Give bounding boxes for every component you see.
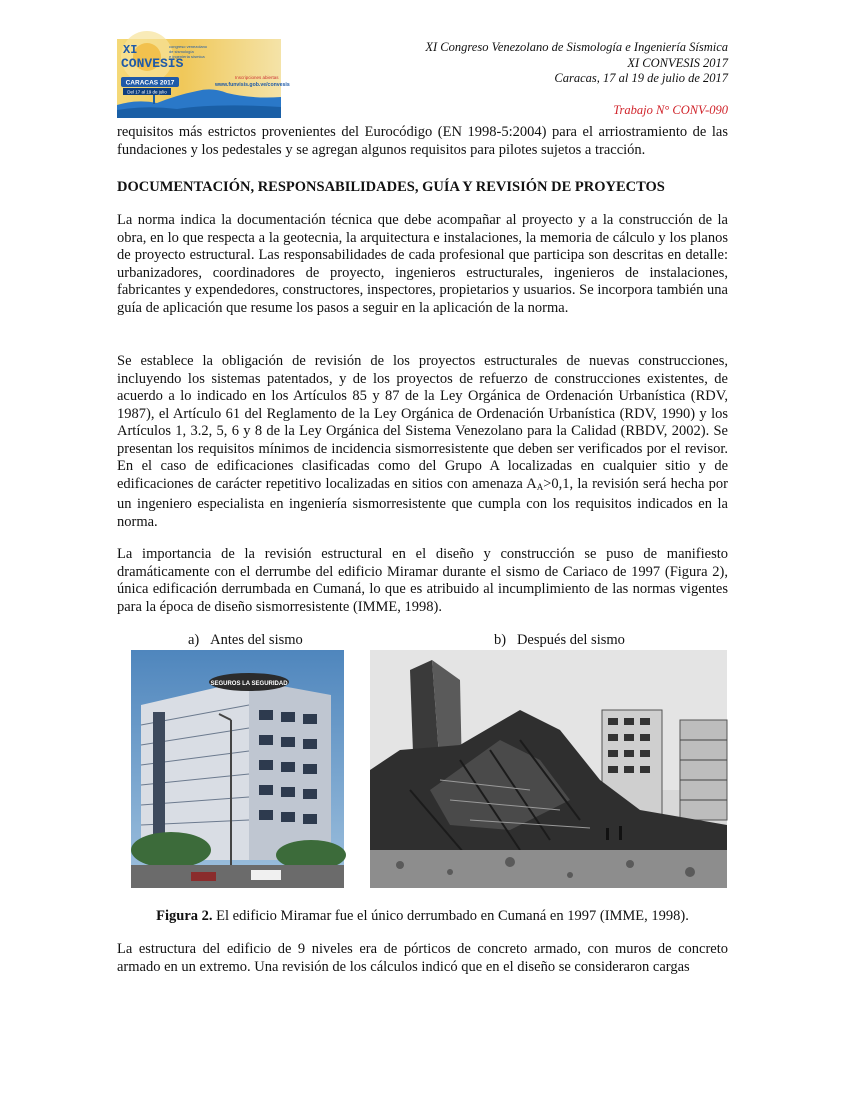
text-block-3: [117, 353, 728, 531]
building-before-image: [131, 650, 344, 888]
photo-before-earthquake: [131, 650, 344, 888]
conference-header: [425, 40, 728, 118]
header-line-1: XI Congreso Venezolano de Sismología e Ingeniería Sísmica: [425, 40, 728, 54]
caption-text: El edificio Miramar fue el único derrumbado en Cumaná en 1997 (IMME, 1998).: [212, 908, 689, 924]
header-line-2: XI CONVESIS 2017: [627, 55, 728, 70]
paragraph-importance: La importancia de la revisión estructural en el diseño y construcción se puso de manifiesto dramáticamente con el derrumbe del edificio Miramar durante el sismo de Cariaco de 1997 (Figura 2), única edificación derrumbada en Cumaná, lo que es atribuido al incumplimiento de las normas vigentes para la época de diseño sismorresistente (IMME, 1998).: [117, 546, 728, 615]
logo-sub-1: congreso venezolano: [169, 44, 208, 49]
paragraph-revision-part1: Se establece la obligación de revisión de los proyectos estructurales de nuevas construcciones, incluyendo los sistemas patentados, y de los proyectos de refuerzo de construcciones existentes, de acuerdo a lo indicado en los Artículos 85 y 87 de la Ley Orgánica de Ordenación Urbanística (RDV, 1987), el Artículo 61 del Reglamento de la Ley Orgánica de Ordenación Urbanística (RDV, 1990) y los Artículos 1, 3.2, 5, 6 y 8 de la Ley Orgánica del Sistema Venezolano para la Calidad (RBDV, 2002). Se presentan los requisitos mínimos de incidencia sismorresistente que deben ser verificados por el revisor. En el caso de edificaciones clasificadas como del Grupo A localizadas en cualquier sitio y de edificaciones de carácter repetitivo localizadas en sitios con amenaza A: [117, 353, 728, 492]
convesis-logo-graphic: [117, 39, 290, 118]
subscript-a: A: [536, 481, 544, 492]
figure-label-b: b) Después del sismo: [494, 632, 625, 648]
text-block-4: [117, 546, 728, 616]
logo-sub-2: de sismología: [169, 49, 194, 54]
logo-sub-3: e ingeniería sísmica: [169, 54, 205, 59]
logo-dates: Del 17 al 19 de julio: [127, 89, 167, 95]
paper-id: Trabajo N° CONV-090: [613, 102, 728, 117]
paragraph-revision: [117, 353, 728, 531]
logo-city-badge: CARACAS 2017: [125, 79, 175, 87]
section-heading: DOCUMENTACIÓN, RESPONSABILIDADES, GUÍA Y REVISIÓN DE PROYECTOS: [117, 179, 665, 195]
paragraph-revision-part2: >0,1, la revisión será hecha por un ingeniero especialista en ingeniería sismorresistente que cumpla con los requisitos indicados en la norma.: [117, 475, 728, 530]
photo-after-earthquake: [370, 650, 727, 888]
paragraph-continued: requisitos más estrictos provenientes del Eurocódigo (EN 1998-5:2004) para el arriostramiento de las fundaciones y los pedestales y se agregan algunos requisitos para pilotes sujetos a tracción.: [117, 124, 728, 158]
logo-title-2: CONVESIS: [121, 56, 184, 71]
header-line-3: Caracas, 17 al 19 de julio de 2017: [554, 71, 728, 85]
section-heading-block: [117, 179, 728, 197]
figure-label-a: a) Antes del sismo: [188, 632, 303, 648]
text-block-2: [117, 212, 728, 317]
logo-url: www.funvisis.gob.ve/convesis: [215, 82, 290, 88]
text-block-1: [117, 124, 728, 159]
building-collapse-image: [370, 650, 727, 888]
text-block-5: [117, 941, 728, 976]
paragraph-structure: La estructura del edificio de 9 niveles era de pórticos de concreto armado, con muros de concreto armado en un extremo. Una revisión de los cálculos indicó que en el diseño se consideraron cargas: [117, 941, 728, 975]
logo-title-1: XI: [123, 43, 138, 57]
building-sign-text: SEGUROS LA SEGURIDAD: [210, 681, 288, 687]
figure-caption: [117, 908, 728, 925]
caption-label: Figura 2.: [156, 908, 213, 924]
logo-registration: Inscripciones abiertas: [235, 75, 279, 80]
convesis-logo: [117, 39, 290, 118]
paragraph-documentation: La norma indica la documentación técnica que debe acompañar al proyecto y a la construcción de la obra, en lo que respecta a la geotecnia, la arquitectura e instalaciones, la memoria de cálculo y los planos de proyecto estructural. Las responsabilidades de cada profesional que participa son descritas en detalle: urbanizadores, coordinadores de proyecto, ingenieros estructurales, ingenieros de instalaciones, fabricantes y expendedores, constructores, inspectores, propietarios y usuarios. Se incorpora también una guía de aplicación que resume los pasos a seguir en la aplicación de la norma.: [117, 212, 728, 316]
